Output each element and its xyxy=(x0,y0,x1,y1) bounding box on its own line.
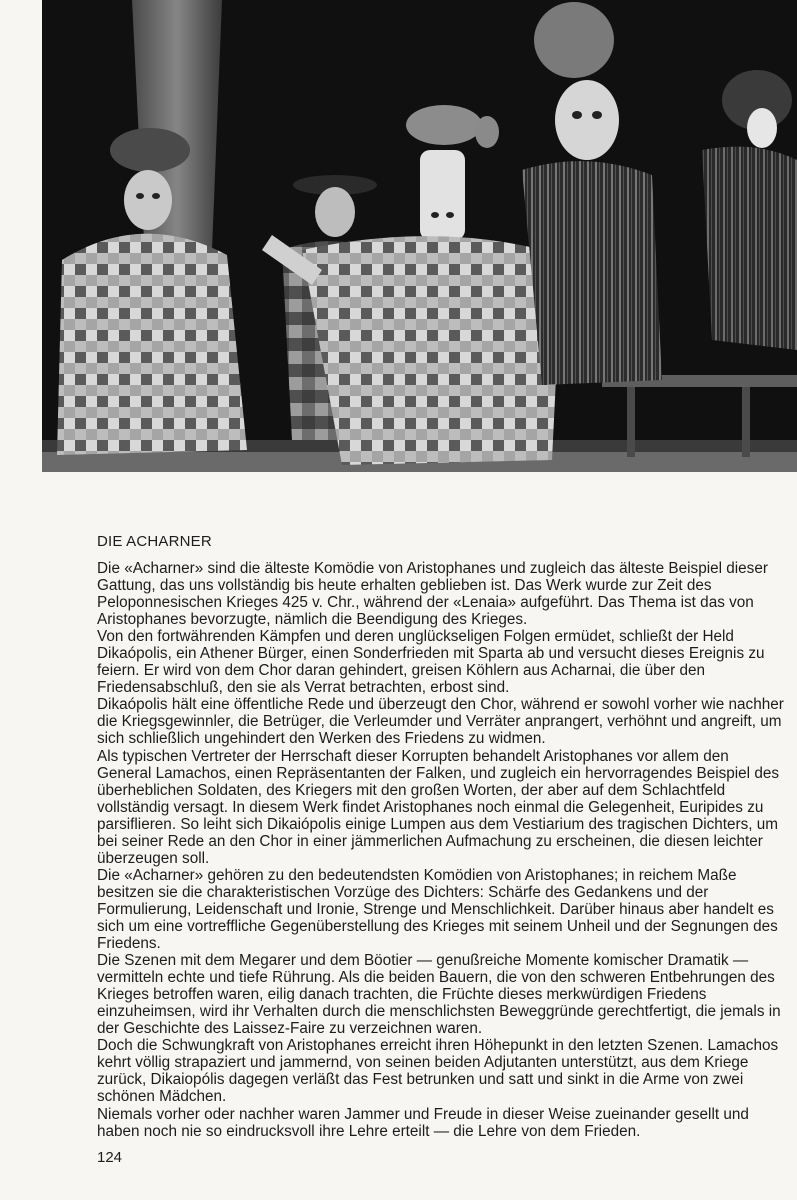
article-body xyxy=(97,560,787,1140)
page-number: 124 xyxy=(97,1149,123,1166)
article-paragraph: Die «Acharner» gehören zu den bedeutendsten Komödien von Aristophanes; in reichem Maße besitzen sie die charakteristischen Vorzüge des Dichters: Schärfe des Gedankens und der Formulierung, Leidenschaft und Ironie, Strenge und Menschlichkeit. Darüber hinaus aber handelt es sich um eine vortreffliche Gegenüberstellung des Krieges mit seinem Unheil und der Segnungen des Friedens. xyxy=(97,866,778,953)
article-heading: DIE ACHARNER xyxy=(97,533,212,550)
article-paragraph: Die Szenen mit dem Megarer und dem Böotier — genußreiche Momente komischer Dramatik — vermitteln echte und tiefe Rührung. Als die beiden Bauern, die von den schweren Entbehrungen des Krieges betroffen waren, eilig danach trachten, die Früchte dieses merkwürdigen Friedens einzuheimsen, wird ihr Verhalten durch die menschlichsten Beweggründe gerechtfertigt, die jemals in der Geschichte des Laissez-Faire zu verzeichnen waren. xyxy=(97,952,781,1038)
article-paragraph: Als typischen Vertreter der Herrschaft dieser Korrupten behandelt Aristophanes vor allem den General Lamachos, einen Repräsentanten der Falken, und zugleich ein hervorragendes Beispiel des überheblichen Soldaten, des Kriegers mit den großen Worten, der aber auf dem Schlachtfeld vollständig versagt. In diesem Werk findet Aristophanes noch einmal die Gelegenheit, Euripides zu parsiflieren. So leiht sich Dikaiópolis einige Lumpen aus dem Vestiarium des tragischen Dichters, um bei seiner Rede an den Chor in einer jämmerlichen Aufmachung zu erscheinen, die diesen leichter überzeugen soll. xyxy=(97,747,779,867)
stage-photograph-drawing xyxy=(42,0,797,472)
stage-photograph xyxy=(42,0,797,472)
article-paragraph: Von den fortwährenden Kämpfen und deren unglückseligen Folgen ermüdet, schließt der Held Dikaópolis, ein Athener Bürger, einen Sonderfrieden mit Sparta ab und versucht dieses Ereignis zu feiern. Er wird von dem Chor daran gehindert, greisen Köhlern aus Acharnai, die über den Friedensabschluß, den sie als Verrat betrachten, erbost sind. xyxy=(97,628,765,697)
article-paragraph: Dikaópolis hält eine öffentliche Rede und überzeugt den Chor, während er sowohl vorher wie nachher die Kriegsgewinnler, die Betrüger, die Verleumder und Verräter anprangert, verhöhnt und angreift, um sich schließlich ungehindert den Werken des Friedens zu widmen. xyxy=(97,696,784,748)
article-paragraph: Die «Acharner» sind die älteste Komödie von Aristophanes und zugleich das älteste Beispiel dieser Gattung, das uns vollständig bis heute erhalten geblieben ist. Das Werk wurde zur Zeit des Peloponnesischen Krieges 425 v. Chr., während der «Lenaia» aufgeführt. Das Thema ist das von Aristophanes bevorzugte, nämlich die Beendigung des Krieges. xyxy=(97,560,768,629)
article-paragraph: Doch die Schwungkraft von Aristophanes erreicht ihren Höhepunkt in den letzten Szenen. Lamachos kehrt völlig strapaziert und jammernd, von seinen beiden Adjutanten unterstützt, aus dem Kriege zurück, Dikaiopólis dagegen verläßt das Fest betrunken und satt und sinkt in die Arme von zwei schönen Mädchen. xyxy=(97,1037,779,1106)
article-paragraph: Niemals vorher oder nachher waren Jammer und Freude in dieser Weise zueinander gesellt und haben noch nie so eindrucksvoll ihre Lehre erteilt — die Lehre von dem Frieden. xyxy=(97,1105,749,1140)
